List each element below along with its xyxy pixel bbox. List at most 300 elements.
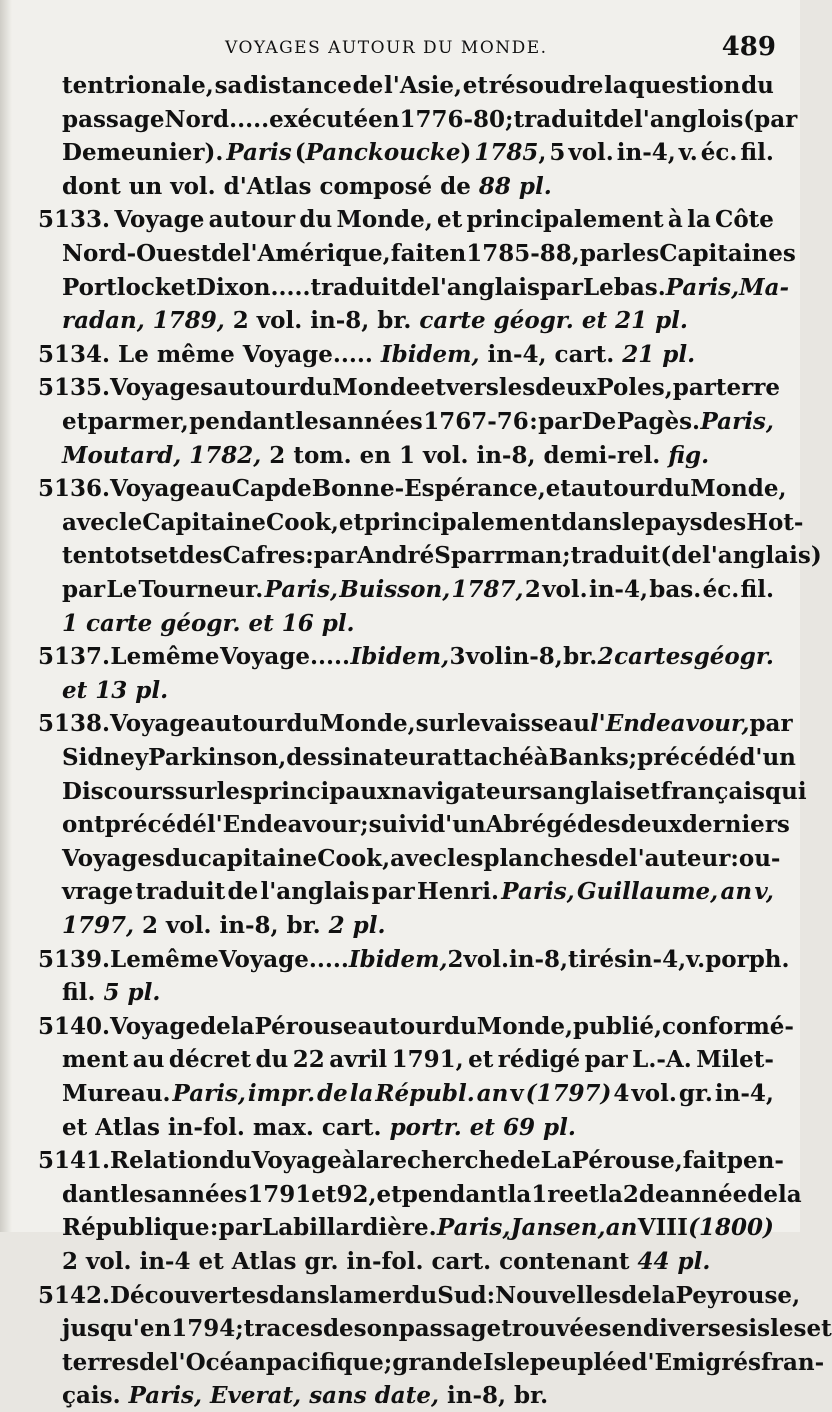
word: son [353, 1315, 399, 1343]
word: la [777, 1180, 802, 1208]
word: de [317, 1080, 348, 1107]
text-line [62, 272, 790, 304]
text-line [62, 1313, 832, 1345]
word: in-8, [509, 945, 569, 973]
word: et [311, 1180, 337, 1208]
word: de [352, 72, 384, 99]
word: : [486, 1281, 496, 1309]
word: et [153, 542, 179, 570]
word: ou- [738, 844, 781, 872]
text-line [38, 372, 780, 404]
word: 2 [524, 576, 541, 603]
word: Nord..... [164, 105, 270, 133]
word: Voyages [110, 374, 214, 402]
word: de [227, 878, 259, 906]
word: : [529, 408, 538, 435]
text-segment: 2 vol. in-4 et Atlas gr. in-fol. cart. contenant [62, 1248, 638, 1275]
word: d'Emigrés [631, 1348, 761, 1376]
word: passage [398, 1315, 502, 1343]
word: du [165, 844, 198, 872]
word: (1797) [525, 1080, 612, 1107]
word: qui [765, 777, 807, 805]
text-line [62, 809, 790, 841]
word: pendant [401, 1180, 508, 1208]
text-segment: 2 tom. en 1 vol. in-8, demi-rel. [261, 441, 669, 469]
text-line [62, 1044, 774, 1076]
word: du [657, 475, 691, 503]
text-line [38, 1145, 784, 1177]
text-line [62, 406, 774, 438]
word: d'un [739, 744, 796, 771]
word: Paris, [665, 273, 740, 301]
word: autour [571, 475, 658, 503]
word: éc. [700, 139, 738, 167]
word: dessinateur [286, 744, 438, 771]
text-segment: 2 vol. in-8, br. [224, 307, 420, 335]
word: 1791 [247, 1180, 312, 1208]
word: Henri. [417, 878, 499, 906]
word: du [218, 1147, 252, 1175]
word: fil. [740, 139, 774, 167]
word: de [747, 1180, 778, 1208]
text-line [62, 440, 774, 472]
word: question [628, 72, 741, 99]
word: autour [213, 374, 300, 402]
word: 1791, [391, 1046, 464, 1074]
word: Buisson, [339, 576, 451, 603]
word: 4 [613, 1080, 630, 1107]
text-line [62, 540, 822, 572]
word: an [605, 1214, 638, 1242]
word: Portlock [62, 273, 171, 301]
word: Mureau. [62, 1080, 171, 1107]
word: Poles, [596, 374, 673, 402]
word: autour [357, 1012, 444, 1040]
word: 1re [531, 1180, 574, 1208]
word: l'Océan [169, 1348, 266, 1376]
word: Voyage..... [219, 643, 351, 671]
word: en [368, 105, 400, 133]
word: et [338, 508, 365, 536]
italic-text: fig. [668, 441, 710, 469]
word: de [621, 1281, 652, 1309]
text-line [62, 1347, 825, 1379]
word: en [611, 1315, 643, 1343]
word: éc. [702, 576, 740, 603]
word: et [545, 475, 571, 503]
text-line [62, 1246, 774, 1278]
word: Paris, [501, 878, 575, 906]
text-line [62, 608, 774, 640]
word: par [62, 576, 106, 603]
word: par [749, 710, 793, 738]
word: 1776-80; [399, 105, 514, 133]
word: années [156, 1180, 248, 1208]
word: par [579, 240, 623, 267]
italic-text: Paris, Everat, sans date, [128, 1382, 439, 1410]
text-line [38, 1280, 801, 1312]
word: Dixon..... [196, 273, 311, 301]
word: de [211, 240, 242, 267]
word: 5139. [38, 945, 111, 973]
word: les [120, 1180, 157, 1208]
word: des [577, 811, 621, 839]
word: (de [660, 542, 703, 570]
page-header [0, 30, 800, 70]
word: pays [645, 508, 703, 536]
word: Cap [231, 475, 282, 503]
word: au [200, 475, 232, 503]
word: l'anglois [634, 105, 744, 133]
word: Hot- [746, 508, 804, 536]
word: 5141. [38, 1147, 111, 1175]
word: Le [110, 643, 142, 671]
text-line [62, 876, 774, 908]
word: Pagès. [616, 408, 701, 435]
word: 5136. [38, 475, 111, 503]
word: de [322, 1315, 354, 1343]
italic-text: 44 pl. [637, 1248, 711, 1275]
word: vers [445, 374, 499, 402]
word: in-4, [616, 139, 676, 167]
word: Lebas. [583, 273, 666, 301]
word: v. [678, 139, 698, 167]
word: de [139, 1348, 170, 1376]
word: La [540, 1147, 572, 1175]
word: traduit [310, 273, 401, 301]
word: L.-A. [632, 1046, 692, 1074]
word: 1785, [474, 139, 547, 167]
word: Isle [482, 1348, 530, 1376]
word: des [702, 508, 747, 536]
word: traduit [570, 542, 661, 570]
word: distance [243, 72, 352, 99]
word: Relation [110, 1147, 219, 1175]
word: vol. [568, 139, 614, 167]
word: fait [682, 1147, 727, 1175]
text-line [62, 1112, 774, 1144]
text-line [62, 104, 798, 136]
word: suivi [368, 811, 430, 839]
word: v, [754, 878, 774, 906]
word: Ibidem, [350, 643, 450, 671]
word: mer [353, 1281, 405, 1309]
text-line [62, 305, 774, 337]
word: capitaine [197, 844, 318, 872]
word: années [332, 408, 423, 435]
word: à [341, 1147, 357, 1175]
text-line [62, 1078, 774, 1110]
text-segment: fil. [62, 979, 104, 1007]
word: de [400, 273, 432, 301]
word: la [356, 1147, 381, 1175]
word: la [507, 1180, 532, 1208]
word: VIII [637, 1214, 688, 1242]
word: même [140, 945, 219, 973]
italic-text: 1 carte géogr. et 16 pl. [62, 609, 355, 637]
word: principaux [252, 777, 391, 805]
word: par [313, 542, 357, 570]
word: in-4, [627, 945, 687, 973]
word: Monde, [319, 710, 416, 738]
word: précédé [637, 744, 740, 771]
text-line [62, 70, 774, 102]
italic-text: Moutard, 1782, [62, 441, 262, 469]
word: Voyage [110, 1012, 201, 1040]
italic-text: et 13 pl. [62, 676, 169, 704]
word: et [468, 1046, 494, 1074]
word: par [538, 408, 582, 435]
word: attaché [437, 744, 534, 771]
word: 1787, [451, 576, 524, 603]
word: et [635, 777, 661, 805]
word: du [741, 72, 774, 99]
word: tentots [62, 542, 154, 570]
word: Sud [437, 1281, 487, 1309]
word: Cafres [222, 542, 306, 570]
text-line [62, 1179, 802, 1211]
word: la [687, 206, 711, 234]
text-line [38, 473, 787, 505]
word: derniers [681, 811, 790, 839]
word: Le [110, 945, 141, 973]
word: du [299, 374, 333, 402]
word: publié, [573, 1012, 663, 1040]
word: Paris, [436, 1214, 511, 1242]
word: fait [390, 240, 435, 267]
word: Sparrman [434, 542, 563, 570]
word: les [622, 240, 660, 267]
word: décret [168, 1046, 251, 1074]
word: le [118, 508, 143, 536]
word: par [218, 1214, 262, 1242]
text-line [62, 675, 774, 707]
italic-text: portr. et 69 pl. [389, 1113, 576, 1141]
word: au [132, 1046, 165, 1074]
word: Voyage [114, 206, 205, 234]
word: ; [562, 542, 571, 570]
word: le [621, 508, 646, 536]
word: Voyage..... [218, 945, 349, 973]
word: les [447, 844, 484, 872]
word: dans [269, 1281, 330, 1309]
word: exécuté [269, 105, 369, 133]
word: du [299, 206, 333, 234]
word: 3 [449, 643, 466, 671]
word: les [216, 777, 253, 805]
word: Pérouse, [571, 1147, 683, 1175]
word: 5140. [38, 1012, 111, 1040]
word: à [533, 744, 549, 771]
word: avec [390, 844, 448, 872]
word: fran- [760, 1348, 825, 1376]
word: (Panckoucke) [294, 139, 472, 167]
italic-text: 2 pl. [328, 912, 386, 939]
word: impr. [247, 1080, 316, 1107]
word: vaisseau [480, 710, 590, 738]
word: par [539, 273, 583, 301]
word: la [230, 1012, 255, 1040]
word: fil. [740, 576, 774, 603]
word: cartes [614, 643, 694, 671]
word: Nouvelles [495, 1281, 622, 1309]
word: 5133. [38, 206, 111, 234]
word: sur [174, 777, 217, 805]
word: et [806, 1315, 832, 1343]
text-line [38, 1011, 794, 1043]
word: Capitaine [142, 508, 266, 536]
word: de [598, 844, 629, 872]
word: deux [535, 374, 597, 402]
word: trouvées [501, 1315, 612, 1343]
text-line [62, 507, 804, 539]
italic-text: 1797, [62, 912, 135, 939]
word: Ma- [739, 273, 790, 301]
word: pen- [726, 1147, 784, 1175]
word: 5137. [38, 643, 111, 671]
word: anglais [542, 777, 636, 805]
word: l'Amérique, [241, 240, 391, 267]
word: et [573, 1180, 600, 1208]
word: navigateurs [390, 777, 543, 805]
italic-text: carte géogr. et 21 pl. [419, 307, 688, 335]
word: Voyage [110, 710, 201, 738]
word: la [329, 1281, 354, 1309]
word: grande [392, 1348, 483, 1376]
word: dans [561, 508, 622, 536]
word: v. [686, 945, 706, 973]
word: Monde, [690, 475, 787, 503]
word: 22 [292, 1046, 325, 1074]
text-line [62, 171, 774, 203]
word: Voyage [251, 1147, 342, 1175]
word: traduit [513, 105, 604, 133]
text-line [62, 843, 781, 875]
word: l'Endeavour, [589, 710, 750, 738]
word: autour [208, 206, 296, 234]
word: principalement [364, 508, 562, 536]
word: in-4, [588, 576, 648, 603]
running-head: VOYAGES AUTOUR DU MONDE. [225, 38, 548, 58]
text-line [62, 238, 796, 270]
word: 5135. [38, 374, 111, 402]
word: André [356, 542, 435, 570]
word: Voyage [110, 475, 201, 503]
word: 1767-76 [423, 408, 529, 435]
word: avec [62, 508, 119, 536]
word: Côte [715, 206, 774, 234]
word: les [498, 374, 536, 402]
word: recherche [380, 1147, 510, 1175]
word: l'anglais [260, 878, 370, 906]
word: Républ. [375, 1080, 475, 1107]
word: sa [214, 72, 243, 99]
italic-text: 5 pl. [103, 979, 161, 1007]
word: du [404, 1281, 438, 1309]
text-line [38, 944, 790, 976]
word: peuplée [529, 1348, 632, 1376]
word: l'Endeavour; [206, 811, 369, 839]
word: Parkinson, [148, 744, 287, 771]
word: Paris, [264, 576, 339, 603]
word: Tourneur. [138, 576, 264, 603]
word: Demeunier). [62, 139, 224, 167]
word: l'auteur [628, 844, 731, 872]
word: bas. [649, 576, 702, 603]
word: traduit [135, 878, 226, 906]
word: isles [748, 1315, 807, 1343]
word: la [349, 1080, 374, 1107]
word: en [434, 240, 467, 267]
italic-text: Ibidem, [380, 340, 480, 368]
word: : [305, 542, 314, 570]
word: Sidney [62, 744, 149, 771]
word: de [281, 475, 312, 503]
word: et [170, 273, 197, 301]
text-line [62, 977, 774, 1009]
italic-text: radan, 1789, [62, 307, 225, 335]
text-line [62, 910, 774, 942]
page-number: 489 [721, 32, 776, 62]
word: Le [106, 576, 138, 603]
word: ; [383, 1348, 393, 1376]
word: Peyrouse, [675, 1281, 801, 1309]
text-segment: in-8, br. [438, 1382, 549, 1410]
word: 5142. [38, 1281, 111, 1309]
word: : [730, 844, 739, 872]
word: Paris, [700, 408, 774, 435]
text-line [38, 204, 774, 236]
text-line [38, 641, 774, 673]
word: vol. [631, 1080, 677, 1107]
word: par [371, 878, 415, 906]
word: (par [743, 105, 798, 133]
word: République [62, 1214, 210, 1242]
word: Découvertes [110, 1281, 269, 1309]
word: terre [715, 374, 780, 402]
word: passage [62, 105, 165, 133]
word: Nord-Ouest [62, 240, 212, 267]
word: et [62, 408, 88, 435]
word: 1785-88, [466, 240, 580, 267]
word: terres [62, 1348, 140, 1376]
text-line [62, 776, 807, 808]
word: précédé [104, 811, 207, 839]
word: br. [563, 643, 598, 671]
word: du [286, 710, 320, 738]
word: Monde [332, 374, 421, 402]
word: gr. [678, 1080, 713, 1107]
word: de [603, 105, 635, 133]
word: même [141, 643, 220, 671]
word: ; [235, 1315, 244, 1343]
word: traces [243, 1315, 323, 1343]
word: et [437, 206, 463, 234]
text-segment: dont un vol. d'Atlas composé de [62, 172, 479, 200]
word: vol. [542, 576, 588, 603]
word: vol. [463, 945, 509, 973]
word: français [660, 777, 766, 805]
word: autour [200, 710, 287, 738]
word: mer, [131, 408, 189, 435]
word: Capitaines [659, 240, 796, 267]
word: Pérouse [254, 1012, 358, 1040]
word: ont [62, 811, 105, 839]
word: diverses [642, 1315, 749, 1343]
word: 5 [549, 139, 566, 167]
word: an [476, 1080, 509, 1107]
word: Labillardière. [262, 1214, 437, 1242]
